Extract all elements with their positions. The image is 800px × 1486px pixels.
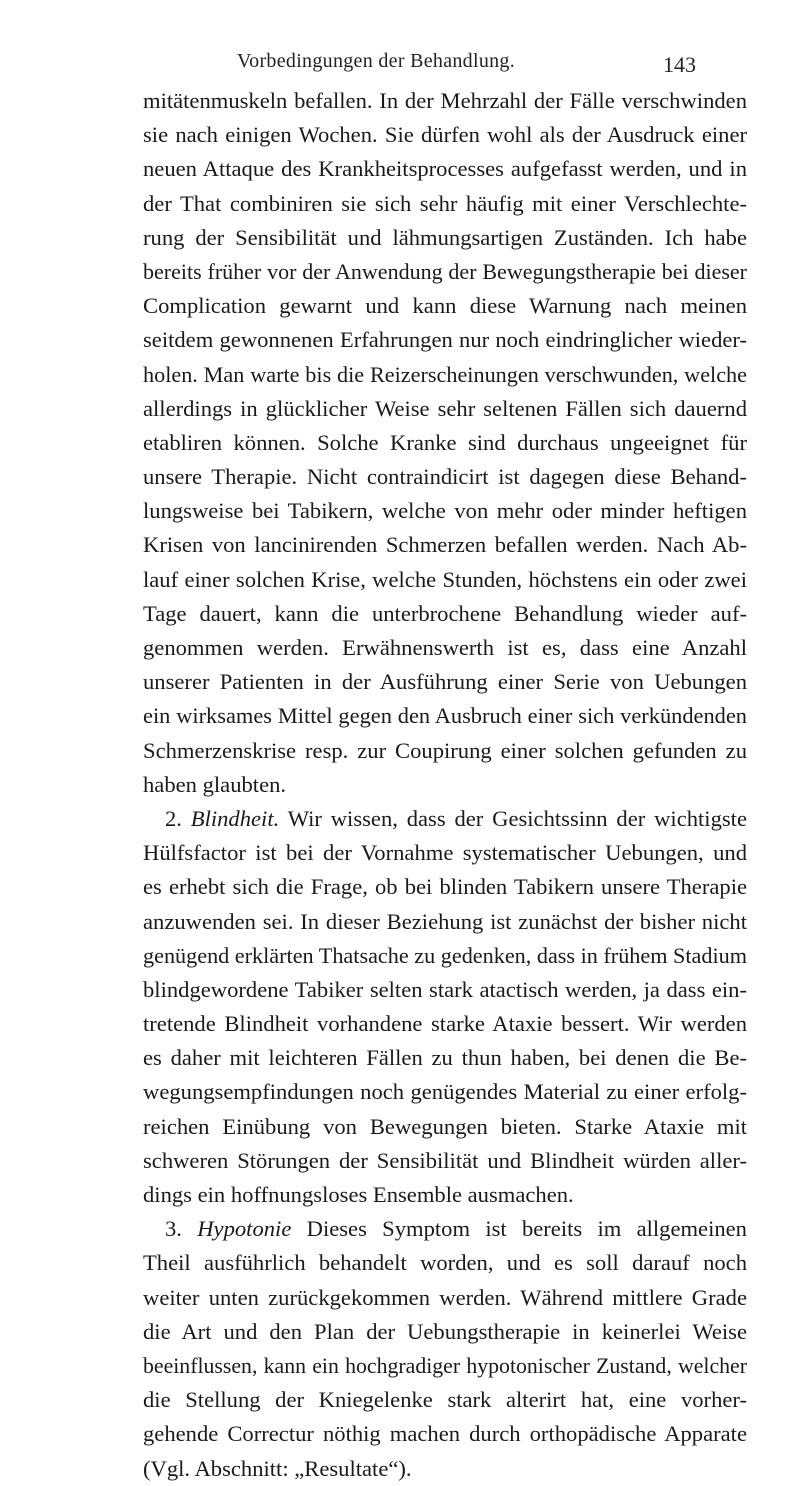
text-line: dings ein hoffnungsloses Ensemble ausmachen. (143, 1182, 574, 1207)
text-line: beeinflussen, kann ein hochgradiger hypotonischer Zustand, welcher (143, 1353, 747, 1378)
page-number: 143 (663, 52, 696, 77)
text-line: bereits früher vor der Anwendung der Bewegungstherapie bei dieser (143, 258, 747, 284)
body-text (143, 84, 747, 1486)
text-line: anzuwenden sei. In dieser Beziehung ist zunächst der bisher nicht (143, 908, 747, 934)
section-blindheit (143, 802, 747, 1212)
section-heading: Hypotonie (197, 1216, 292, 1242)
section-first-line-text: Dieses Symptom ist bereits im allgemeinen (306, 1216, 747, 1242)
text-line: es erhebt sich die Frage, ob bei blinden Tabikern unsere Therapie (143, 874, 747, 900)
text-line: Tage dauert, kann die unterbrochene Behandlung wieder auf- (143, 600, 747, 626)
text-line: unsere Therapie. Nicht contraindicirt ist dagegen diese Behand- (143, 464, 747, 490)
text-line: wegungsempfindungen noch genügendes Material zu einer erfolg- (143, 1079, 747, 1105)
text-line: allerdings in glücklicher Weise sehr seltenen Fällen sich dauernd (143, 395, 747, 421)
text-line: Hülfsfactor ist bei der Vornahme systematischer Uebungen, und (143, 840, 747, 866)
text-line: Schmerzenskrise resp. zur Coupirung einer solchen gefunden zu (143, 737, 747, 763)
section-first-line-text: Wir wissen, dass der Gesichtssinn der wichtigste (287, 805, 747, 831)
text-line: rung der Sensibilität und lähmungsartigen Zuständen. Ich habe (143, 224, 747, 250)
text-line: tretende Blindheit vorhandene starke Ataxie bessert. Wir werden (143, 1011, 747, 1037)
text-line: reichen Einübung von Bewegungen bieten. Starke Ataxie mit (143, 1113, 747, 1139)
text-line: seitdem gewonnenen Erfahrungen nur noch eindringlicher wieder- (143, 327, 747, 353)
text-line: die Stellung der Kniegelenke stark alterirt hat, eine vorher- (143, 1387, 747, 1413)
text-line: blindgewordene Tabiker selten stark atactisch werden, ja dass ein- (143, 976, 747, 1002)
text-line: schweren Störungen der Sensibilität und Blindheit würden aller- (143, 1147, 747, 1173)
text-line: gehende Correctur nöthig machen durch orthopädische Apparate (143, 1421, 747, 1447)
text-line: unserer Patienten in der Ausführung einer Serie von Uebungen (143, 669, 747, 695)
text-line: neuen Attaque des Krankheitsprocesses aufgefasst werden, und in (143, 156, 747, 182)
text-line: der That combiniren sie sich sehr häufig mit einer Verschlechte- (143, 190, 747, 216)
text-line: lauf einer solchen Krise, welche Stunden, höchstens ein oder zwei (143, 566, 747, 592)
text-line: holen. Man warte bis die Reizerscheinungen verschwunden, welche (143, 361, 747, 387)
text-line: sie nach einigen Wochen. Sie dürfen wohl als der Ausdruck einer (143, 122, 747, 148)
text-line: mitätenmuskeln befallen. In der Mehrzahl der Fälle verschwinden (143, 88, 747, 113)
section-number: 2. (165, 805, 182, 831)
running-head (0, 50, 800, 80)
text-line: etabliren können. Solche Kranke sind durchaus ungeeignet für (143, 429, 747, 455)
section-first-line (143, 802, 747, 836)
text-line: Complication gewarnt und kann diese Warnung nach meinen (143, 293, 747, 319)
text-line: weiter unten zurückgekommen werden. Während mittlere Grade (143, 1284, 747, 1310)
running-title: Vorbedingungen der Behandlung. (237, 50, 516, 72)
text-line: (Vgl. Abschnitt: „Resultate“). (143, 1455, 412, 1481)
section-number: 3. (165, 1216, 182, 1242)
section-first-line (143, 1212, 747, 1246)
text-line: ein wirksames Mittel gegen den Ausbruch einer sich verkündenden (143, 703, 747, 729)
text-line: genommen werden. Erwähnenswerth ist es, dass eine Anzahl (143, 635, 747, 660)
text-line: Theil ausführlich behandelt worden, und es soll darauf noch (143, 1250, 747, 1276)
text-line: es daher mit leichteren Fällen zu thun haben, bei denen die Be- (143, 1045, 747, 1071)
section-heading: Blindheit. (190, 805, 280, 831)
section-hypotonie (143, 1212, 747, 1486)
text-line: lungsweise bei Tabikern, welche von mehr oder minder heftigen (143, 498, 747, 524)
text-line: Krisen von lancinirenden Schmerzen befallen werden. Nach Ab- (143, 532, 747, 558)
text-line: haben glaubten. (143, 771, 287, 797)
text-line: die Art und den Plan der Uebungstherapie in keinerlei Weise (143, 1318, 747, 1344)
text-line: genügend erklärten Thatsache zu gedenken, dass in frühem Stadium (143, 942, 748, 968)
paragraph-continuation (143, 84, 747, 802)
